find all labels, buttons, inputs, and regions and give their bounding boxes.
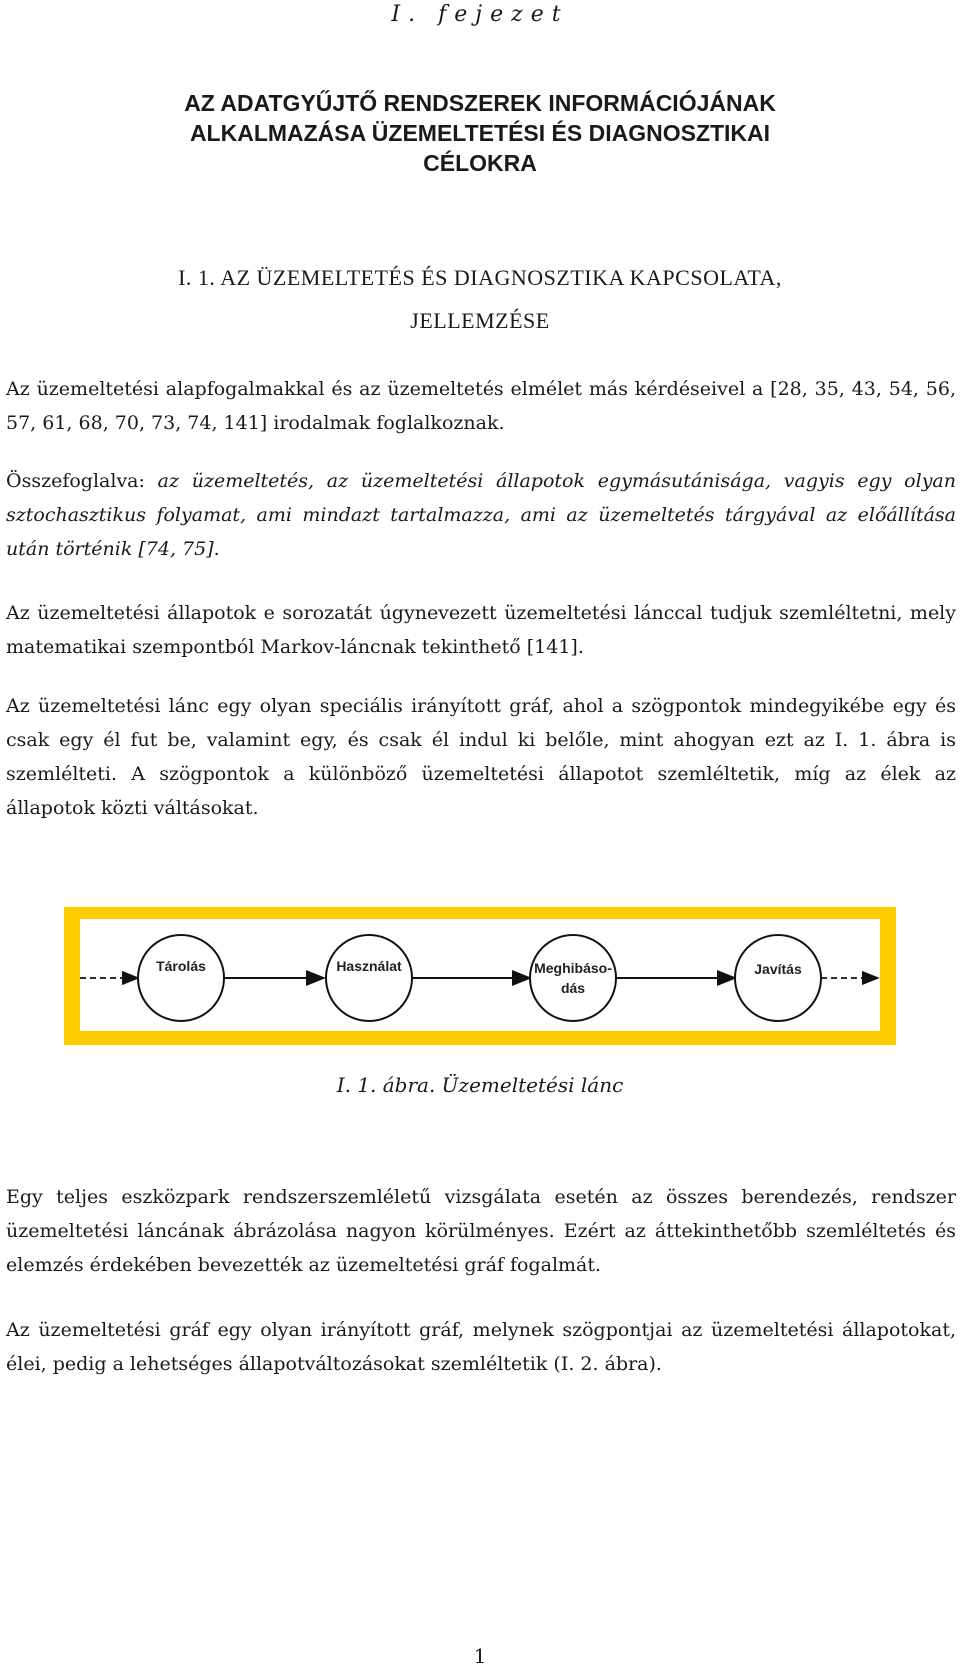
- paragraph-2-lead: Összefoglalva:: [6, 470, 158, 492]
- node-javitas: [735, 935, 821, 1021]
- main-title-line-3: CÉLOKRA: [423, 150, 537, 176]
- paragraph-2: [6, 464, 956, 566]
- chapter-heading: I. fejezet: [391, 2, 569, 27]
- main-title: [60, 88, 900, 178]
- chain-diagram: [80, 919, 880, 1031]
- main-title-line-2: ALKALMAZÁSA ÜZEMELTETÉSI ÉS DIAGNOSZTIKAI: [189, 120, 771, 146]
- paragraph-1: Az üzemeltetési alapfogalmakkal és az üzemeltetés elmélet más kérdéseivel a [28, 35, 43, 54, 56, 57, 61, 68, 70, 73, 74, 141] irodalmak foglalkoznak.: [6, 378, 956, 434]
- page-number: 1: [473, 1644, 487, 1668]
- section-title-line-1: I. 1. AZ ÜZEMELTETÉS ÉS DIAGNOSZTIKA KAPCSOLATA,: [178, 265, 782, 290]
- node-tarolas-label: Tárolás: [156, 958, 206, 974]
- section-title: [60, 256, 900, 342]
- node-hasznalat-label: Használat: [336, 958, 402, 974]
- node-meghibasodas-label-1: Meghibáso-: [534, 960, 612, 976]
- paragraph-4: Az üzemeltetési lánc egy olyan speciális irányított gráf, ahol a szögpontok mindegyikébe egy és csak egy él fut be, valamint egy, és csak él indul ki belőle, mint ahogyan ezt az I. 1. ábra is szemlélteti. A szögpontok a különböző üzemeltetési állapotot szemléltetik, míg az élek az állapotok közti váltásokat.: [6, 695, 956, 819]
- node-javitas-label: Javítás: [754, 961, 802, 977]
- paragraph-5: Egy teljes eszközpark rendszerszemléletű vizsgálata esetén az összes berendezés, rendszer üzemeltetési láncának ábrázolása nagyon körülményes. Ezért az áttekinthetőbb szemléltetés és elemzés érdekében bevezették az üzemeltetési gráf fogalmát.: [6, 1186, 956, 1276]
- paragraph-3: Az üzemeltetési állapotok e sorozatát úgynevezett üzemeltetési lánccal tudjuk szemléltetni, mely matematikai szempontból Markov-láncnak tekinthető [141].: [6, 602, 956, 658]
- node-meghibasodas-label-2: dás: [560, 980, 586, 996]
- paragraph-6: Az üzemeltetési gráf egy olyan irányított gráf, melynek szögpontjai az üzemeltetési állapotokat, élei, pedig a lehetséges állapotváltozásokat szemléltetik (I. 2. ábra).: [6, 1319, 956, 1375]
- figure-canvas: [80, 919, 880, 1031]
- node-tarolas: [138, 935, 224, 1021]
- main-title-line-1: AZ ADATGYŰJTŐ RENDSZEREK INFORMÁCIÓJÁNAK: [184, 90, 776, 116]
- paragraph-2-italic: az üzemeltetés, az üzemeltetési állapotok egymásutánisága, vagyis egy olyan sztochasztikus folyamat, ami mindazt tartalmazza, ami az üzemeltetés tárgyával az előállítása után történik [74, 75].: [6, 470, 956, 560]
- section-title-line-2: JELLEMZÉSE: [410, 308, 550, 333]
- figure-caption: I. 1. ábra. Üzemeltetési lánc: [336, 1073, 624, 1097]
- node-meghibasodas: [530, 935, 616, 1021]
- operation-chain-figure: [64, 907, 896, 1045]
- node-hasznalat: [326, 935, 412, 1021]
